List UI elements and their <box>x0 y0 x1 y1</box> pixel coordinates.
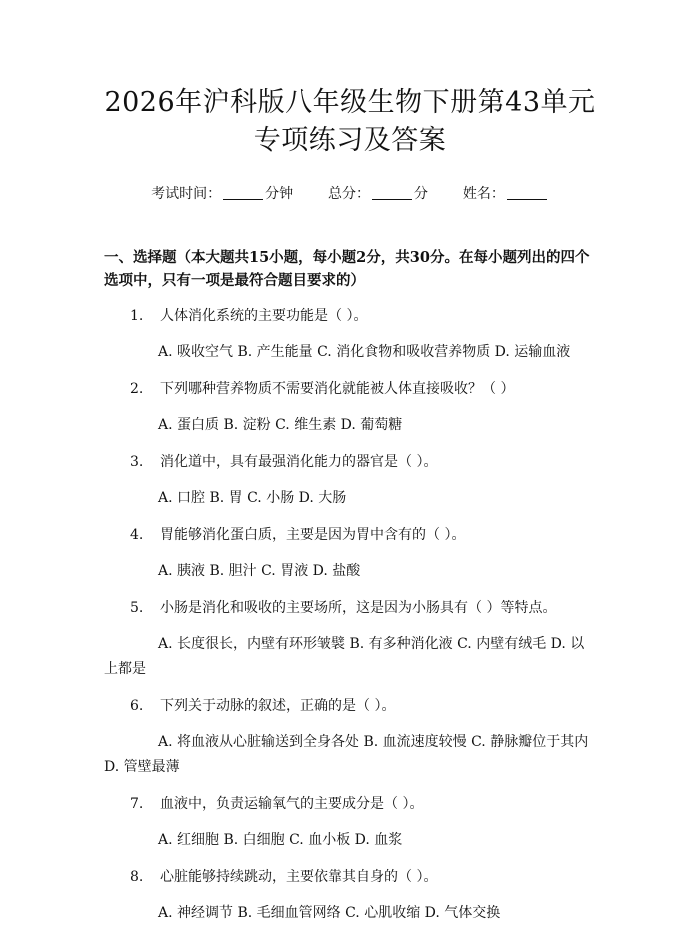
question-options: A. 吸收空气 B. 产生能量 C. 消化食物和吸收营养物质 D. 运输血液 <box>158 344 571 360</box>
question-text: 小肠是消化和吸收的主要场所，这是因为小肠具有（ ）等特点。 <box>160 600 557 616</box>
question-stem <box>104 452 596 472</box>
question-item <box>104 696 596 780</box>
score-blank <box>372 185 412 200</box>
question-item <box>104 306 596 365</box>
question-number: 5. <box>130 600 144 616</box>
question-stem <box>104 306 596 326</box>
score-label: 总分： <box>328 186 370 202</box>
question-item <box>104 598 596 682</box>
question-item <box>104 452 596 511</box>
time-blank <box>223 185 263 200</box>
question-item <box>104 525 596 584</box>
question-options: A. 长度很长，内壁有环形皱襞 B. 有多种消化液 C. 内壁有绒毛 D. 以上都是 <box>104 636 585 677</box>
question-number: 2. <box>130 381 144 397</box>
question-text: 胃能够消化蛋白质，主要是因为胃中含有的（ ）。 <box>160 527 466 543</box>
score-unit: 分 <box>414 186 428 202</box>
question-stem <box>104 379 596 399</box>
question-options: A. 口腔 B. 胃 C. 小肠 D. 大肠 <box>158 490 347 506</box>
question-item <box>104 867 596 926</box>
question-stem <box>104 867 596 887</box>
question-stem <box>104 794 596 814</box>
question-options: A. 蛋白质 B. 淀粉 C. 维生素 D. 葡萄糖 <box>158 417 403 433</box>
name-label: 姓名： <box>462 186 505 202</box>
question-number: 8. <box>130 869 144 885</box>
question-options: A. 红细胞 B. 白细胞 C. 血小板 D. 血浆 <box>158 832 403 848</box>
question-stem <box>104 598 596 618</box>
question-text: 下列关于动脉的叙述，正确的是（ ）。 <box>160 698 396 714</box>
question-stem <box>104 696 596 716</box>
question-options: A. 胰液 B. 胆汁 C. 胃液 D. 盐酸 <box>158 563 361 579</box>
document-title: 2026年沪科版八年级生物下册第43单元专项练习及答案 <box>104 87 596 156</box>
question-number: 3. <box>130 454 144 470</box>
exam-info-line <box>104 184 596 204</box>
time-unit: 分钟 <box>265 186 294 202</box>
section-heading: 一、选择题（本大题共15小题，每小题2分，共30分。在每小题列出的四个选项中，只有一项是最符合题目要求的） <box>104 249 590 289</box>
question-text: 人体消化系统的主要功能是（ ）。 <box>160 308 368 324</box>
question-list <box>104 306 596 926</box>
question-options: A. 神经调节 B. 毛细血管网络 C. 心肌收缩 D. 气体交换 <box>158 905 501 921</box>
question-text: 下列哪种营养物质不需要消化就能被人体直接吸收？（ ） <box>160 381 515 397</box>
question-text: 血液中，负责运输氧气的主要成分是（ ）。 <box>160 796 424 812</box>
question-number: 6. <box>130 698 144 714</box>
question-number: 4. <box>130 527 144 543</box>
question-text: 心脏能够持续跳动，主要依靠其自身的（ ）。 <box>160 869 438 885</box>
question-item <box>104 794 596 853</box>
time-label: 考试时间： <box>151 186 222 202</box>
question-number: 1. <box>130 308 144 324</box>
question-text: 消化道中，具有最强消化能力的器官是（ ）。 <box>160 454 438 470</box>
question-item <box>104 379 596 438</box>
question-number: 7. <box>130 796 144 812</box>
question-options: A. 将血液从心脏输送到全身各处 B. 血流速度较慢 C. 静脉瓣位于其内 D. 管壁最薄 <box>104 734 589 775</box>
question-stem <box>104 525 596 545</box>
name-blank <box>507 185 547 200</box>
